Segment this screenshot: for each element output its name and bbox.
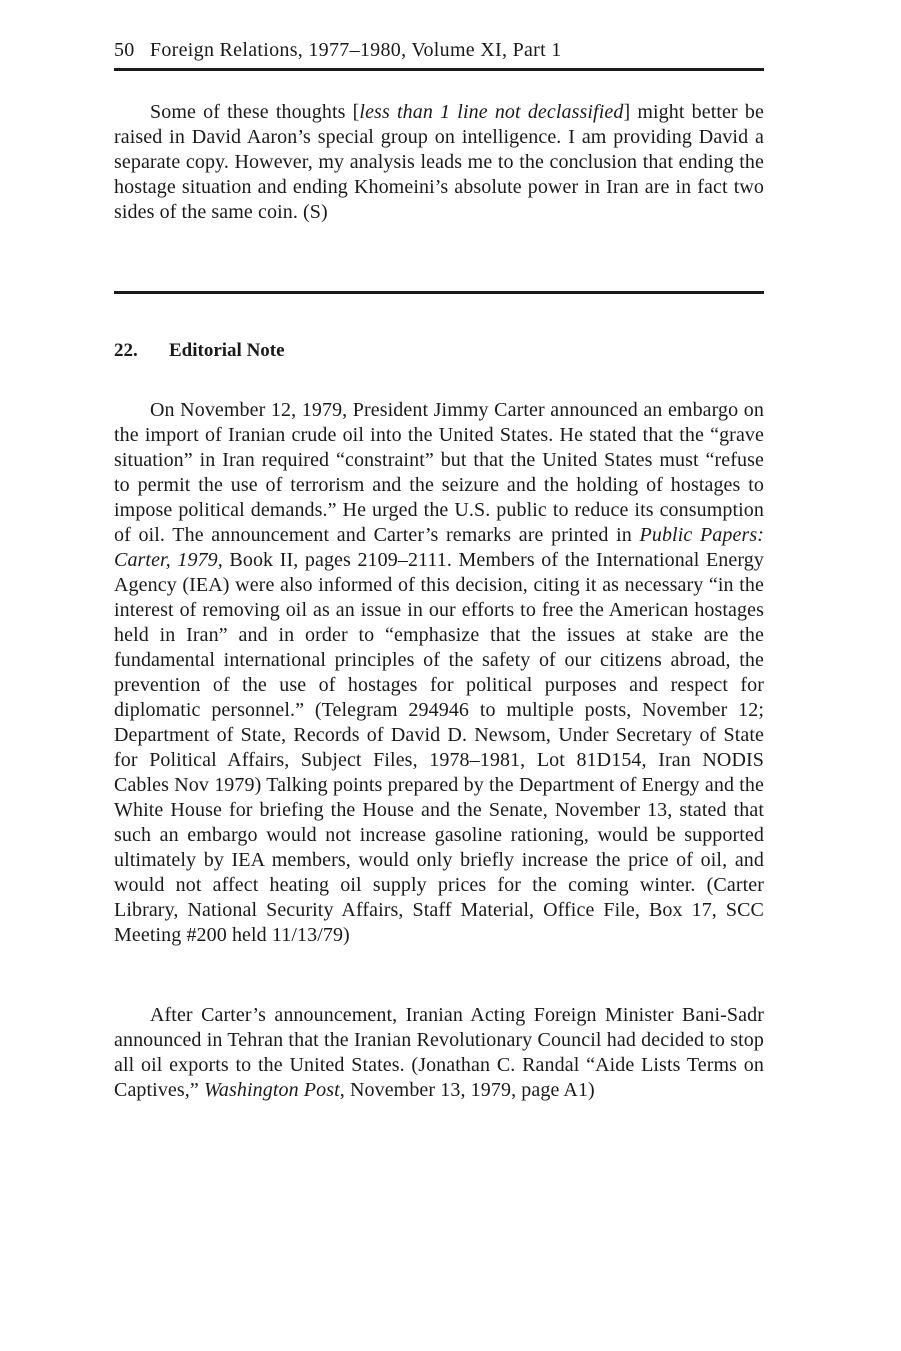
- para2-text-end: , November 13, 1979, page A1): [339, 1079, 595, 1101]
- intro-text-start: Some of these thoughts [: [150, 101, 360, 123]
- para2-italic-citation: Washington Post: [203, 1079, 340, 1101]
- para1-text-end: Book II, pages 2109–2111. Members of the International Energy Agency (IEA) were also informed of this decision, citing it as necessary “in the interest of removing oil as an issue in our efforts to free the American hostages held in Iran” and in order to “emphasize that the issues at stake are the fundamental international principles of the safety of our citizens abroad, the prevention of the use of hostages for political purposes and respect for diplomatic personnel.” (Telegram 294946 to multiple posts, November 12; Department of State, Records of David D. Newsom, Under Secretary of State for Political Affairs, Subject Files, 1978–1981, Lot 81D154, Iran NODIS Cables Nov 1979) Talking points prepared by the Department of Energy and the White House for briefing the House and the Senate, November 13, stated that such an embargo would not increase gasoline rationing, would be supported ultimately by IEA members, would only briefly increase the price of oil, and would not affect heating oil supply prices for the coming winter. (Carter Library, National Security Affairs, Staff Material, Office File, Box 17, SCC Meeting #200 held 11/13/79): [114, 549, 764, 946]
- intro-italic-note: less than 1 line not declassified: [359, 101, 624, 123]
- para2-text-start: After Carter’s announcement, Iranian Acting Foreign Minister Bani-Sadr announced in Tehran that the Iranian Revolutionary Council had decided to stop all oil exports to the United States. (Jonathan C. Randal “Aide Lists Terms on Captives,”: [114, 1004, 764, 1101]
- running-header: [114, 36, 764, 64]
- header-rule: [114, 68, 764, 71]
- section-title: Editorial Note: [169, 340, 285, 361]
- intro-text-end: ] might better be raised in David Aaron’s special group on intelligence. I am providing David a separate copy. However, my analysis leads me to the conclusion that ending the hostage situation and ending Khomeini’s absolute power in Iran are in fact two sides of the same coin. (S): [114, 101, 765, 223]
- section-heading: [114, 338, 764, 364]
- page-number: 50: [114, 39, 135, 61]
- intro-paragraph: [114, 100, 764, 225]
- section-rule: [114, 291, 764, 294]
- para1-italic-citation: Public Papers: Carter, 1979,: [114, 524, 764, 571]
- running-title: Foreign Relations, 1977–1980, Volume XI, Part 1: [149, 39, 562, 61]
- editorial-paragraph-1: [114, 398, 764, 948]
- section-number: 22.: [114, 340, 138, 361]
- para1-text-start: On November 12, 1979, President Jimmy Carter announced an embargo on the import of Iranian crude oil into the United States. He stated that the “grave situation” in Iran required “constraint” but that the United States must “refuse to permit the use of terrorism and the seizure and the holding of hostages to impose political demands.” He urged the U.S. public to reduce its consumption of oil. The announcement and Carter’s remarks are printed in: [114, 399, 764, 546]
- editorial-paragraph-2: [114, 1003, 764, 1103]
